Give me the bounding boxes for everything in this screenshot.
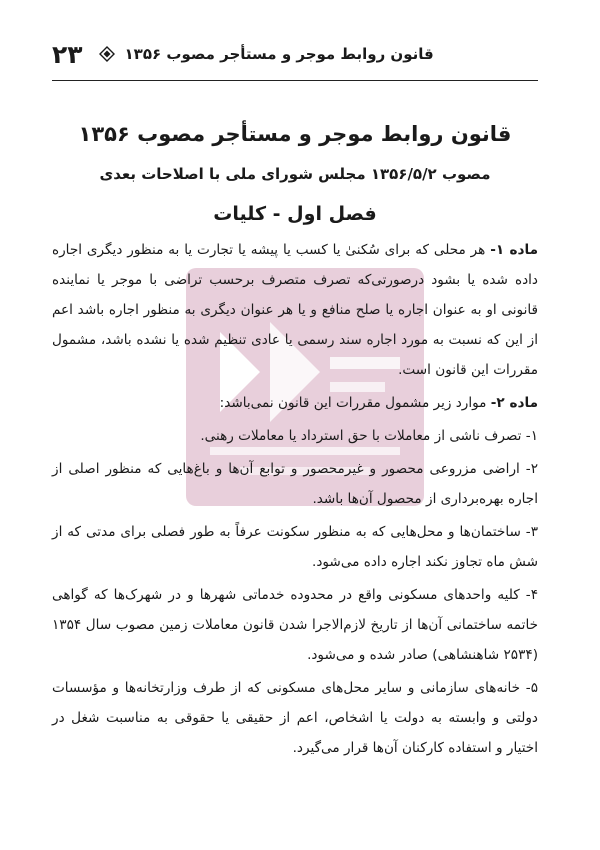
list-item: ۵- خانه‌های سازمانی و سایر محل‌های مسکونی که از طرف وزارتخانه‌ها و مؤسسات دولتی و وابسته به دولت یا اشخاص، اعم از حقیقی یا حقوقی به مناسبت شغل در اختیار و استفاده کارکنان آن‌ها قرار می‌گیرد. <box>52 680 538 756</box>
article-1 <box>52 235 538 385</box>
header-divider <box>52 80 538 81</box>
title-block <box>52 118 538 228</box>
diamond-ornament-icon <box>99 46 115 62</box>
law-subtitle: مصوب ۱۳۵۶/۵/۲ مجلس شورای ملی با اصلاحات بعدی <box>99 165 491 183</box>
list-item: ۱- تصرف ناشی از معاملات با حق استرداد یا معاملات رهنی. <box>200 428 538 444</box>
chapter-heading: فصل اول - کلیات <box>213 203 377 225</box>
article-text: هر محلی که برای سُکنیٰ یا کسب یا پیشه یا تجارت یا به منظور دیگری اجاره داده شده یا بشود درصورتی‌که تصرف متصرف برحسب تراضی با موجر یا نماینده قانونی او به عنوان اجاره یا صلح منافع و یا هر عنوان دیگری به منظور اجاره باشد اعم از این که نسبت به مورد اجاره سند رسمی یا عادی تنظیم شده یا نشده باشد، مشمول مقررات این قانون است. <box>52 242 538 378</box>
article-2 <box>52 388 538 418</box>
body-text <box>52 235 538 766</box>
page-number: ۲۳ <box>52 39 83 69</box>
list-item: ۲- اراضی مزروعی محصور و غیرمحصور و توابع آن‌ها و باغ‌هایی که منظور اصلی از اجاره بهره‌برداری از محصول آن‌ها باشد. <box>52 461 538 507</box>
list-item: ۳- ساختمان‌ها و محل‌هایی که به منظور سکونت عرفاً به طور فصلی برای مدتی که از شش ماه تجاوز نکند اجاره داده می‌شود. <box>52 524 538 570</box>
article-text: موارد زیر مشمول مقررات این قانون نمی‌باشد: <box>219 395 487 411</box>
article-label: ماده ۲- <box>490 395 538 411</box>
list-item: ۴- کلیه واحدهای مسکونی واقع در محدوده خدماتی شهرها و در شهرک‌ها که گواهی خاتمه ساختمانی آن‌ها از تاریخ لازم‌الاجرا شدن قانون معاملات زمین مصوب سال ۱۳۵۴ (۲۵۳۴ شاهنشاهی) صادر شده و می‌شود. <box>52 587 538 663</box>
page-header <box>52 36 538 72</box>
running-title: قانون روابط موجر و مستأجر مصوب ۱۳۵۶ <box>124 45 434 63</box>
law-title: قانون روابط موجر و مستأجر مصوب ۱۳۵۶ <box>78 122 512 146</box>
article-label: ماده ۱- <box>490 242 538 258</box>
